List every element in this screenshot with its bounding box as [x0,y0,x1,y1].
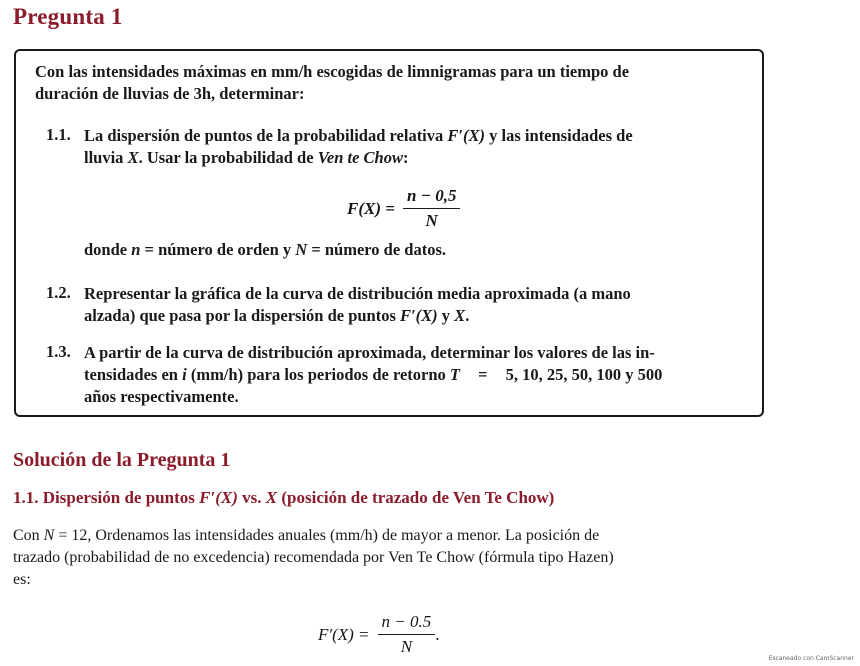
item-1-1-note: donde n = número de orden y N = número de datos. [84,240,447,259]
item-number-1-2: 1.2. [46,283,71,302]
solution-line3: es: [13,571,31,588]
item-1-3-line3: años respectivamente. [84,387,239,406]
problem-intro-line1: Con las intensidades máximas en mm/h escogidas de limnigramas para un tiempo de [35,62,630,81]
solution-line2: trazado (probabilidad de no excedencia) recomendada por Ven Te Chow (fórmula tipo Hazen) [13,549,614,566]
item-1-1-line2: lluvia X. Usar la probabilidad de Ven te Chow: [84,148,409,167]
formula-solution: F′(X) = $\frac{n - 0.5}{N}$ . [318,612,440,656]
page-heading: Pregunta 1 [13,4,123,29]
item-number-1-3: 1.3. [46,342,71,361]
formula-ven-te-chow: F(X) = $\frac{n - 0,5}{N}$ [347,186,460,231]
solution-formula-numerator: n − 0.5 [378,612,436,635]
item-1-2-line2: alzada) que pasa por la dispersión de puntos F′(X) y X. [84,306,470,325]
problem-intro-line2: duración de lluvias de 3h, determinar: [35,84,305,103]
item-1-1-line1: La dispersión de puntos de la probabilidad relativa F′(X) y las intensidades de [84,126,633,145]
scanner-watermark: Escaneado con CamScanner [768,655,854,662]
item-1-2-line1: Representar la gráfica de la curva de distribución media aproximada (a mano [84,284,631,303]
item-1-3-line1: A partir de la curva de distribución aproximada, determinar los valores de las in- [84,343,655,362]
solution-formula-denominator: N [400,637,413,656]
solution-subheading: 1.1. Dispersión de puntos F′(X) vs. X (posición de trazado de Ven Te Chow) [13,488,555,507]
item-1-3-line2: tensidades en i (mm/h) para los periodos de retorno T = 5, 10, 25, 50, 100 y 500 [84,365,663,384]
formula-denominator: N [425,211,438,230]
formula-numerator: n − 0,5 [403,186,461,209]
solution-line1: Con N = 12, Ordenamos las intensidades anuales (mm/h) de mayor a menor. La posición de [13,527,600,544]
solution-heading: Solución de la Pregunta 1 [13,449,231,471]
item-number-1-1: 1.1. [46,125,71,144]
